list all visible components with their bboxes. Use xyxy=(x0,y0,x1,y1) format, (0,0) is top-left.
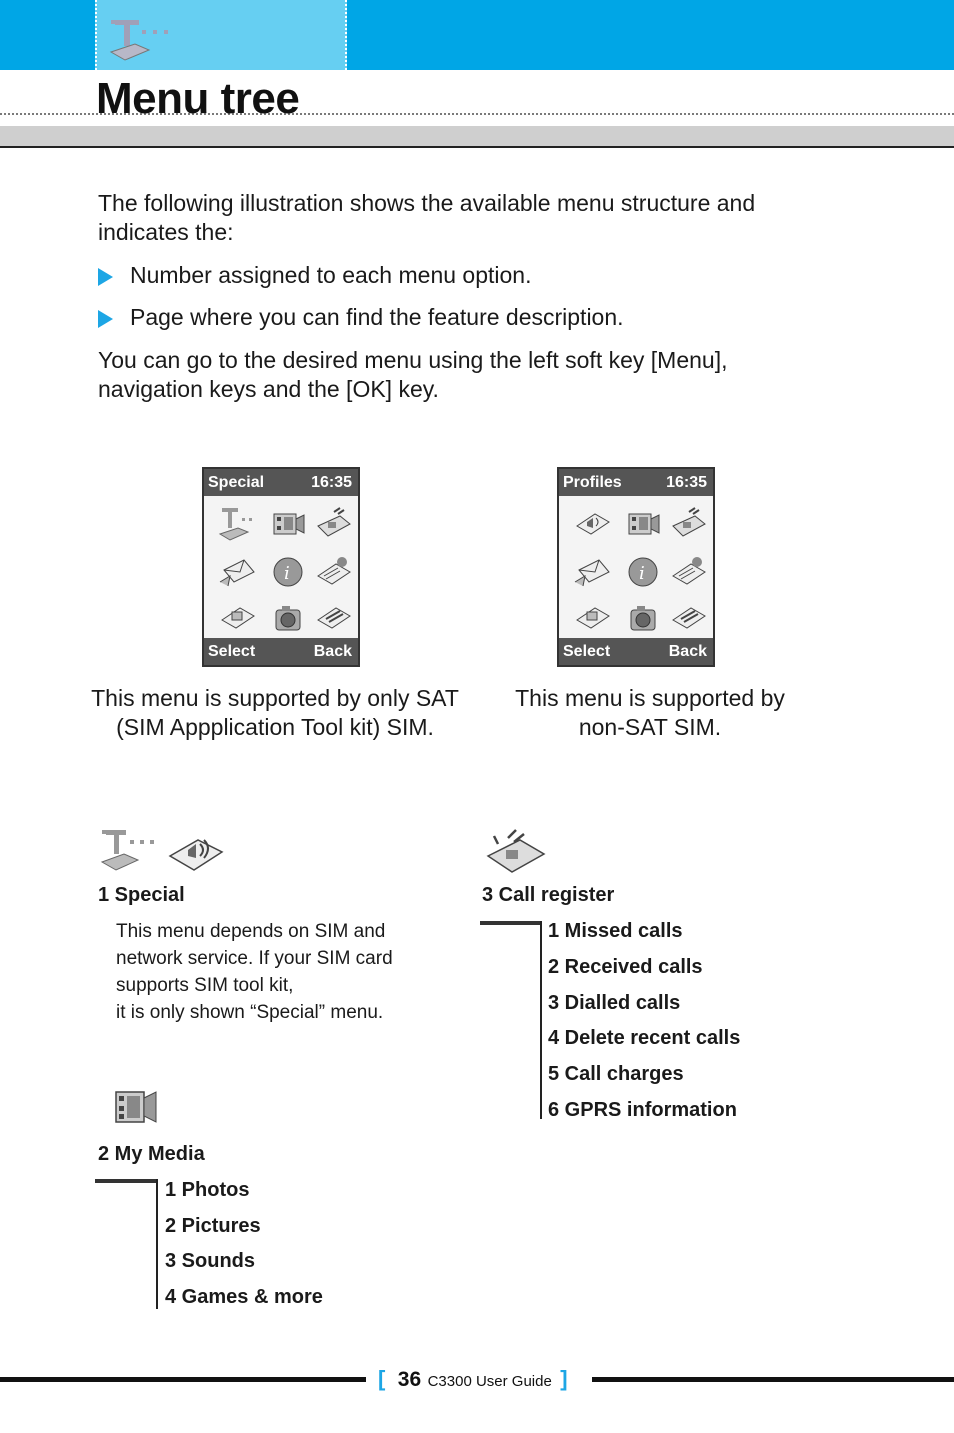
menu-callreg-label: 3 Call register xyxy=(482,884,615,906)
phone-screen-special xyxy=(202,467,360,667)
t-mobile-logo-icon xyxy=(109,14,179,64)
intro-line-3: You can go to the desired menu using the left soft key [Menu], xyxy=(98,347,728,373)
call-register-icon xyxy=(669,504,709,544)
screen-time: 16:35 xyxy=(311,474,352,491)
menu-media-item: 2 Pictures xyxy=(165,1215,261,1237)
intro-bullet-2-text: Page where you can find the feature description. xyxy=(130,304,624,330)
phonebook-icon xyxy=(314,552,354,592)
call-register-icon xyxy=(484,826,548,878)
intro-line-2: indicates the: xyxy=(98,219,234,245)
info-icon xyxy=(268,552,308,592)
intro-bullet-1 xyxy=(98,261,531,290)
screen-time: 16:35 xyxy=(666,474,707,491)
svg-text:i: i xyxy=(639,563,645,584)
menu-callreg-item: 5 Call charges xyxy=(548,1063,684,1085)
message-envelope-icon xyxy=(573,552,613,592)
footer-rule-left xyxy=(0,1377,366,1382)
phone-screen-profiles xyxy=(557,467,715,667)
page-title: Menu tree xyxy=(96,74,300,123)
intro-bullet-1-text: Number assigned to each menu option. xyxy=(130,262,532,288)
settings-icon xyxy=(669,598,709,638)
left-softkey-label: Select xyxy=(208,643,256,660)
desc-line: it is only shown “Special” menu. xyxy=(116,1002,384,1023)
screen-title-bar xyxy=(204,469,358,496)
phonebook-icon xyxy=(669,552,709,592)
desc-line: network service. If your SIM card xyxy=(116,948,393,969)
left-softkey-label: Select xyxy=(563,643,611,660)
tree-connector xyxy=(95,1179,157,1183)
t-mobile-logo-icon xyxy=(100,826,160,874)
desc-line: supports SIM tool kit, xyxy=(116,975,294,996)
menu-media-item: 4 Games & more xyxy=(165,1286,323,1308)
caption-non-sat-line-2: non-SAT SIM. xyxy=(578,714,722,740)
menu-media-label: 2 My Media xyxy=(98,1143,205,1165)
intro-line-4: navigation keys and the [OK] key. xyxy=(98,376,439,402)
settings-icon xyxy=(314,598,354,638)
call-register-icon xyxy=(314,504,354,544)
media-film-icon xyxy=(110,1080,162,1130)
footer-rule-right xyxy=(592,1377,954,1382)
menu-special-label: 1 Special xyxy=(98,884,185,906)
tree-branch-line xyxy=(540,921,542,1119)
media-film-icon xyxy=(623,504,663,544)
screen-softkey-bar xyxy=(559,638,713,665)
screen-softkey-bar xyxy=(204,638,358,665)
page-number: 36 xyxy=(397,1368,422,1391)
organiser-icon xyxy=(573,598,613,638)
caption-sat-line-1: This menu is supported by only SAT xyxy=(91,685,459,711)
footer-page-label xyxy=(378,1366,568,1392)
bullet-arrow-icon xyxy=(98,310,113,328)
right-softkey-label: Back xyxy=(313,643,352,660)
tree-branch-line xyxy=(156,1179,158,1309)
bullet-arrow-icon xyxy=(98,268,113,286)
profiles-speaker-icon xyxy=(166,826,226,876)
screen-title-bar xyxy=(559,469,713,496)
caption-non-sat-line-1: This menu is supported by xyxy=(515,685,785,711)
t-mobile-logo-icon xyxy=(218,504,258,544)
screen-icon-grid xyxy=(559,496,713,639)
screen-icon-grid xyxy=(204,496,358,639)
profiles-speaker-icon xyxy=(573,504,613,544)
message-envelope-icon xyxy=(218,552,258,592)
header-gray-bar xyxy=(0,126,954,148)
menu-callreg-item: 2 Received calls xyxy=(548,956,703,978)
menu-callreg-item: 3 Dialled calls xyxy=(548,992,681,1014)
menu-callreg-item: 4 Delete recent calls xyxy=(548,1027,741,1049)
screen-title: Special xyxy=(208,474,265,491)
menu-media-item: 3 Sounds xyxy=(165,1250,256,1272)
media-film-icon xyxy=(268,504,308,544)
camera-icon xyxy=(623,598,663,638)
organiser-icon xyxy=(218,598,258,638)
menu-callreg-item: 1 Missed calls xyxy=(548,920,683,942)
guide-title: C3300 User Guide xyxy=(427,1373,552,1390)
caption-sat-line-2: (SIM Appplication Tool kit) SIM. xyxy=(116,714,434,740)
screen-title: Profiles xyxy=(563,474,622,491)
intro-line-1: The following illustration shows the available menu structure and xyxy=(98,190,756,216)
footer-bracket-open: [ xyxy=(378,1366,386,1391)
tree-connector xyxy=(480,921,540,925)
camera-icon xyxy=(268,598,308,638)
header-tab xyxy=(95,0,347,70)
footer-bracket-close: ] xyxy=(560,1366,568,1391)
info-icon xyxy=(623,552,663,592)
menu-special-description xyxy=(116,918,393,1026)
caption-sat xyxy=(60,684,490,742)
right-softkey-label: Back xyxy=(668,643,707,660)
desc-line: This menu depends on SIM and xyxy=(116,921,386,942)
menu-callreg-item: 6 GPRS information xyxy=(548,1099,737,1121)
caption-non-sat xyxy=(480,684,820,742)
intro-bullet-2 xyxy=(98,303,624,332)
svg-text:i: i xyxy=(284,563,290,584)
menu-media-item: 1 Photos xyxy=(165,1179,250,1201)
